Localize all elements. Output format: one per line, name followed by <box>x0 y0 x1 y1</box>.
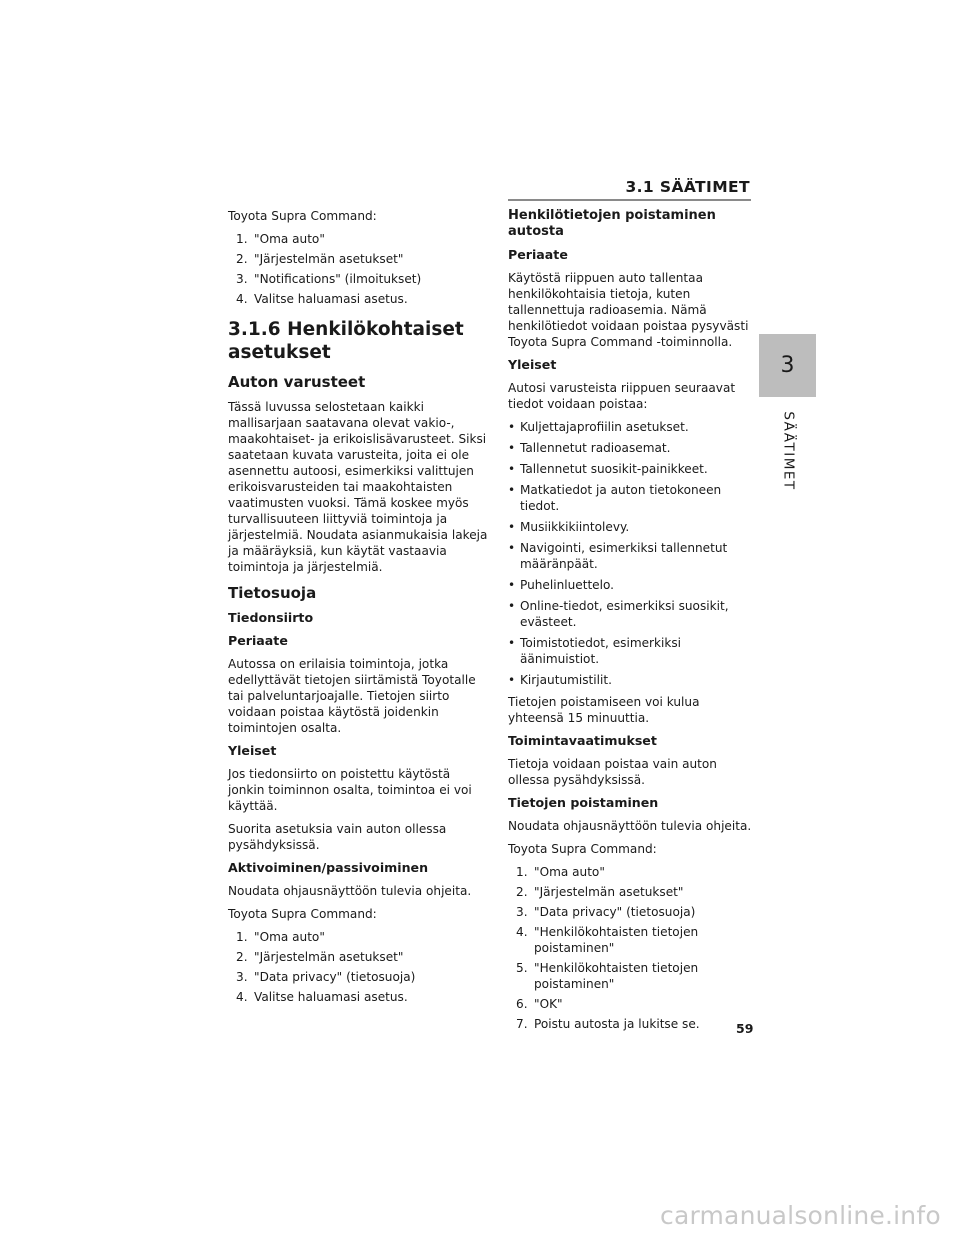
step-text: "Oma auto" <box>534 865 605 879</box>
step-number: 1. <box>236 930 248 944</box>
step-number: 2. <box>236 252 248 266</box>
step-number: 2. <box>516 885 528 899</box>
activation-steps <box>228 929 490 1005</box>
paragraph-yleiset-1: Jos tiedonsiirto on poistettu käytöstä jonkin toiminnon osalta, toimintoa ei voi käyttää. <box>228 767 472 813</box>
watermark[interactable]: carmanualsonline.info <box>660 1201 941 1230</box>
heading-tietosuoja: Tietosuoja <box>228 584 317 602</box>
step-text: "Oma auto" <box>254 930 325 944</box>
heading-yleiset: Yleiset <box>508 357 557 372</box>
step-number: 2. <box>236 950 248 964</box>
step-number: 4. <box>236 292 248 306</box>
paragraph-command: Toyota Supra Command: <box>228 907 377 921</box>
list-item <box>228 949 490 965</box>
step-text: "Oma auto" <box>254 232 325 246</box>
list-item: • Navigointi, esimerkiksi tallennetut määränpäät. <box>508 540 756 572</box>
list-item: • Toimistotiedot, esimerkiksi äänimuistiot. <box>508 635 756 667</box>
paragraph-duration: Tietojen poistamiseen voi kulua yhteensä 15 minuuttia. <box>508 695 700 725</box>
step-number: 1. <box>236 232 248 246</box>
list-item <box>228 291 490 307</box>
chapter-tab <box>759 334 816 397</box>
paragraph-command: Toyota Supra Command: <box>508 842 657 856</box>
list-item: • Tallennetut suosikit-painikkeet. <box>508 461 756 477</box>
heading-tietojen-poistaminen: Tietojen poistaminen <box>508 795 659 810</box>
step-text: "Järjestelmän asetukset" <box>534 885 684 899</box>
intro-steps <box>228 231 490 307</box>
step-text: Valitse haluamasi asetus. <box>254 292 408 306</box>
heading-tiedonsiirto: Tiedonsiirto <box>228 610 314 625</box>
step-text: Valitse haluamasi asetus. <box>254 990 408 1004</box>
paragraph-periaate: Autossa on erilaisia toimintoja, jotka edellyttävät tietojen siirtämistä Toyotalle tai palveluntarjoajalle. Tietojen siirto voidaan poistaa käytöstä joidenkin toimintojen osalta. <box>228 657 476 735</box>
list-item: • Puhelinluettelo. <box>508 577 756 593</box>
step-number: 6. <box>516 997 528 1011</box>
step-text: "OK" <box>534 997 563 1011</box>
step-text: "Henkilökohtaisten tietojen poistaminen" <box>534 925 699 955</box>
list-item <box>508 864 756 880</box>
section-title: 3.1.6 Henkilökohtaiset asetukset <box>228 319 464 363</box>
page-number: 59 <box>736 1021 754 1036</box>
paragraph-auton-varusteet: Tässä luvussa selostetaan kaikki mallisarjaan saatavana olevat vakio-, maakohtaiset- ja erikoislisävarusteet. Siksi saatetaan kuvata varusteita, joita ei ole asennettu autoosi, esimerkiksi valittujen erikoisvarusteiden tai maakohtaisten vaatimusten vuoksi. Tämä koskee myös turvallisuuteen liittyviä toimintoja ja järjestelmiä. Noudata asianmukaisia lakeja ja määräyksiä, kun käytät vastaavia toimintoja ja järjestelmiä. <box>228 400 488 574</box>
paragraph-instructions: Noudata ohjausnäyttöön tulevia ohjeita. <box>508 819 752 833</box>
list-item <box>228 251 490 267</box>
step-number: 3. <box>516 905 528 919</box>
list-item <box>228 929 490 945</box>
intro-text: Toyota Supra Command: <box>228 209 377 223</box>
list-item <box>508 884 756 900</box>
step-number: 3. <box>236 272 248 286</box>
list-item <box>508 996 756 1012</box>
step-number: 3. <box>236 970 248 984</box>
list-item: • Tallennetut radioasemat. <box>508 440 756 456</box>
paragraph-periaate: Käytöstä riippuen auto tallentaa henkilökohtaisia tietoja, kuten tallennettuja radioasemia. Nämä henkilötiedot voidaan poistaa pysyvästi Toyota Supra Command -toiminnolla. <box>508 271 749 349</box>
heading-toimintavaatimukset: Toimintavaatimukset <box>508 733 657 748</box>
list-item <box>228 231 490 247</box>
list-item <box>508 1016 756 1032</box>
header-title: 3.1 SÄÄTIMET <box>625 178 750 196</box>
heading-auton-varusteet: Auton varusteet <box>228 373 366 391</box>
step-text: "Järjestelmän asetukset" <box>254 950 404 964</box>
list-item <box>228 989 490 1005</box>
list-item: • Kirjautumistilit. <box>508 672 756 688</box>
header-rule <box>508 199 751 201</box>
paragraph-aktivointi: Noudata ohjausnäyttöön tulevia ohjeita. <box>228 884 472 898</box>
deletable-data-list <box>508 419 756 688</box>
deletion-steps <box>508 864 756 1032</box>
paragraph-yleiset: Autosi varusteista riippuen seuraavat tiedot voidaan poistaa: <box>508 381 736 411</box>
list-item <box>508 904 756 920</box>
list-item <box>508 924 756 956</box>
heading-periaate: Periaate <box>508 247 568 262</box>
heading-henkilotietojen-poistaminen: Henkilötietojen poistaminen autosta <box>508 208 716 239</box>
heading-aktivointi: Aktivoiminen/passivoiminen <box>228 860 429 875</box>
right-column <box>508 208 756 1039</box>
step-text: "Data privacy" (tietosuoja) <box>254 970 416 984</box>
paragraph-toimintavaatimukset: Tietoja voidaan poistaa vain auton ollessa pysähdyksissä. <box>508 757 717 787</box>
step-text: "Data privacy" (tietosuoja) <box>534 905 696 919</box>
list-item: • Musiikkikiintolevy. <box>508 519 756 535</box>
list-item: • Matkatiedot ja auton tietokoneen tiedot. <box>508 482 756 514</box>
list-item <box>508 960 756 992</box>
chapter-label: SÄÄTIMET <box>780 411 797 491</box>
step-text: "Notifications" (ilmoitukset) <box>254 272 422 286</box>
step-number: 1. <box>516 865 528 879</box>
list-item: • Online-tiedot, esimerkiksi suosikit, evästeet. <box>508 598 756 630</box>
left-column <box>228 208 490 1012</box>
heading-yleiset: Yleiset <box>228 743 277 758</box>
heading-periaate: Periaate <box>228 633 288 648</box>
list-item: • Kuljettajaprofiilin asetukset. <box>508 419 756 435</box>
chapter-number: 3 <box>780 353 795 378</box>
step-text: "Henkilökohtaisten tietojen poistaminen" <box>534 961 699 991</box>
step-text: "Järjestelmän asetukset" <box>254 252 404 266</box>
list-item <box>228 271 490 287</box>
step-number: 5. <box>516 961 528 975</box>
paragraph-yleiset-2: Suorita asetuksia vain auton ollessa pysähdyksissä. <box>228 822 447 852</box>
step-text: Poistu autosta ja lukitse se. <box>534 1017 700 1031</box>
step-number: 4. <box>236 990 248 1004</box>
chapter-tab-label <box>760 406 817 496</box>
list-item <box>228 969 490 985</box>
step-number: 4. <box>516 925 528 939</box>
step-number: 7. <box>516 1017 528 1031</box>
